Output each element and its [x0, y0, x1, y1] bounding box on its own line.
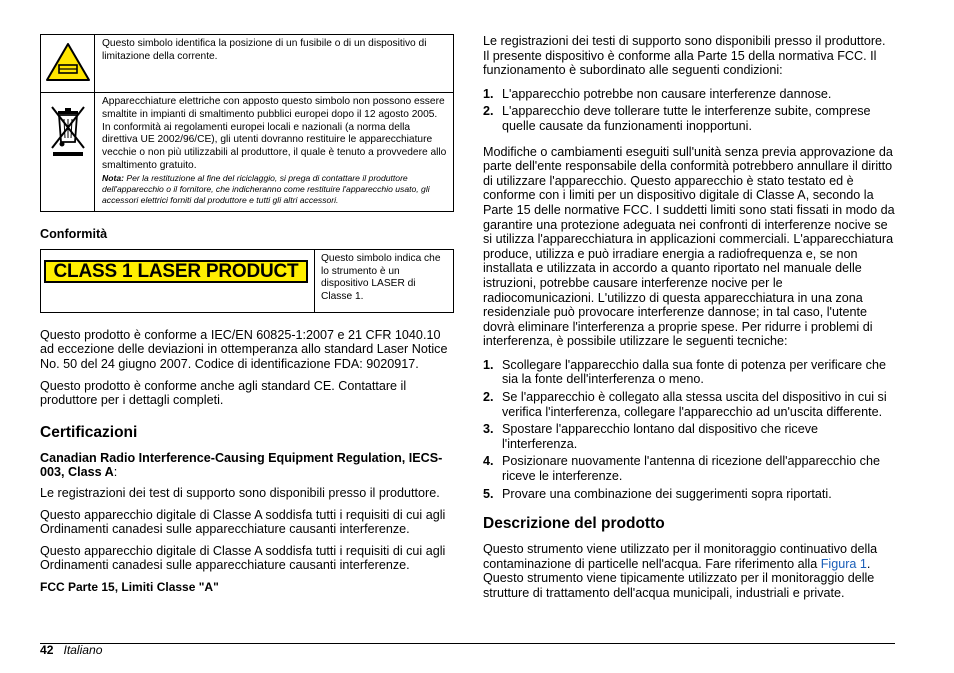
laser-table — [40, 249, 454, 313]
weee-note-text: Per la restituzione al fine del riciclaggio, si prega di contattare il produttore dell'apparecchio o il fornitore, che indicheranno come restituire l'apparecchio usato, gli accessori elettrici forniti dal produttore e tutti gli altri accessori. — [102, 172, 430, 205]
right-column — [483, 34, 895, 607]
product-description-paragraph: Questo strumento viene utilizzato per il monitoraggio continuativo della contaminazione di particelle nell'acqua. Fare riferimento alla Figura 1. Questo strumento viene tipicamente utilizzato per il monitoraggio delle strutture di trattamento dell'acqua municipali, industriali e private. — [483, 542, 878, 600]
list-item: 1. L'apparecchio potrebbe non causare interferenze dannose. — [483, 86, 832, 101]
certifications-paragraph-1: Le registrazioni dei test di supporto sono disponibili presso il produttore. — [40, 485, 440, 500]
certifications-paragraph-3: Questo apparecchio digitale di Classe A soddisfa tutti i requisiti di cui agli Ordinamenti canadesi sulle apparecchiature causanti interferenze. — [40, 543, 446, 573]
symbol-row-weee — [41, 93, 454, 212]
laser-row — [41, 249, 454, 312]
product-description-heading: Descrizione del prodotto — [483, 515, 665, 533]
fcc-paragraph-1: Le registrazioni dei testi di supporto sono disponibili presso il produttore. Il presente dispositivo è conforme alla Parte 15 della normativa FCC. Il funzionamento è subordinato alle seguenti condizioni: — [483, 34, 886, 78]
certifications-heading: Certificazioni — [40, 423, 138, 441]
list-item: 2. L'apparecchio deve tollerare tutte le interferenze subite, comprese quelle causate da funzionamenti inopportuni. — [483, 104, 871, 133]
fuse-warning-icon — [45, 42, 91, 82]
figure-1-link[interactable]: Figura 1 — [820, 556, 867, 571]
left-column — [40, 34, 454, 601]
fcc-heading: FCC Parte 15, Limiti Classe "A" — [40, 579, 219, 594]
laser-symbol-text: Questo simbolo indica che lo strumento è un dispositivo LASER di Classe 1. — [315, 249, 454, 312]
page-number: 42 — [40, 643, 54, 657]
fcc-paragraph-2: Modifiche o cambiamenti eseguiti sull'unità senza previa approvazione da parte dell'ente responsabile della conformità potrebbero annullare il diritto di utilizzare l'apparecchio. Questo apparecchio è stato testato ed è conforme con i limiti per un dispositivo digitale di Classe A, secondo la Parte 15 delle normative FCC. I suddetti limiti sono stati fissati in modo da garantire una protezione adeguata nei confronti di interferenze nocive se si utilizza l'apparecchiatura in applicazioni commerciali. L'apparecchiatura produce, utilizza e può irradiare energia a radiofrequenza e, se non installata e utilizzata in accordo a quanto riportato nel manuale delle istruzioni, potrebbe causare interferenze nocive per le radiocomunicazioni. L'utilizzo di questa apparecchiatura in una zona residenziale può provocare interferenze dannose; in tal caso, l'utente dovrà eliminare l'interferenza a proprie spese. Per ridurre i problemi di interferenza, è possibile utilizzare le seguenti tecniche: — [483, 144, 895, 349]
interference-techniques-list — [483, 358, 895, 501]
footer-language: Italiano — [63, 643, 103, 657]
fuse-symbol-text: Questo simbolo identifica la posizione di un fusibile o di un dispositivo di limitazione della corrente. — [95, 35, 454, 93]
footer-divider — [40, 643, 895, 644]
canadian-regulation-title: Canadian Radio Interference-Causing Equipment Regulation, IECS-003, Class A — [40, 450, 443, 480]
conformity-paragraph-2: Questo prodotto è conforme anche agli standard CE. Contattare il produttore per i dettagli completi. — [40, 378, 407, 408]
weee-cell — [41, 93, 95, 212]
list-item: 1. Scollegare l'apparecchio dalla sua fonte di potenza per verificare che sia la fonte dell'interferenza o meno. — [483, 357, 886, 387]
conformity-heading: Conformità — [40, 226, 108, 241]
weee-symbol-cell — [95, 93, 454, 212]
laser-product-label: CLASS 1 LASER PRODUCT — [44, 260, 308, 283]
certifications-paragraph-2: Questo apparecchio digitale di Classe A soddisfa tutti i requisiti di cui agli Ordinamenti canadesi sulle apparecchiature causanti interferenze. — [40, 507, 446, 537]
laser-label-cell — [41, 249, 315, 312]
fuse-cell — [41, 35, 95, 93]
weee-note — [102, 173, 447, 206]
list-item: 4. Posizionare nuovamente l'antenna di ricezione dell'apparecchio che riceve le interferenze. — [483, 454, 880, 484]
symbol-row-fuse — [41, 35, 454, 93]
list-item: 5. Provare una combinazione dei suggerimenti sopra riportati. — [483, 486, 832, 501]
symbols-table — [40, 34, 454, 212]
weee-note-label: Nota: — [102, 172, 124, 183]
crossed-out-wheeled-bin-icon — [48, 102, 88, 158]
conformity-paragraph-1: Questo prodotto è conforme a IEC/EN 60825-1:2007 e 21 CFR 1040.10 ad eccezione delle deviazioni in ottemperanza allo standard Laser Notice No. 50 del 24 giugno 2007. Codice di identificazione FDA: 9020917. — [40, 327, 448, 371]
list-item: 3. Spostare l'apparecchio lontano dal dispositivo che riceve l'interferenza. — [483, 422, 819, 451]
canadian-regulation-colon: : — [113, 465, 118, 480]
fcc-conditions-list — [483, 87, 895, 134]
canadian-regulation-heading — [40, 451, 454, 480]
list-item: 2. Se l'apparecchio è collegato alla stessa uscita del dispositivo in cui si verifica l'interferenza, collegare l'apparecchio ad un'uscita differente. — [483, 390, 887, 419]
weee-symbol-text: Apparecchiature elettriche con apposto questo simbolo non possono essere smaltite in impianti di smaltimento pubblici europei dopo il 12 agosto 2005. In conformità ai regolamenti europei locali e nazionali (a norma della direttiva UE 2002/96/CE), gli utenti dovranno restituire le apparecchiature vecchie o non più utilizzabili al produttore, il quale è tenuto a provvedere allo smaltimento gratuito. — [102, 96, 447, 171]
page-footer — [40, 643, 102, 657]
